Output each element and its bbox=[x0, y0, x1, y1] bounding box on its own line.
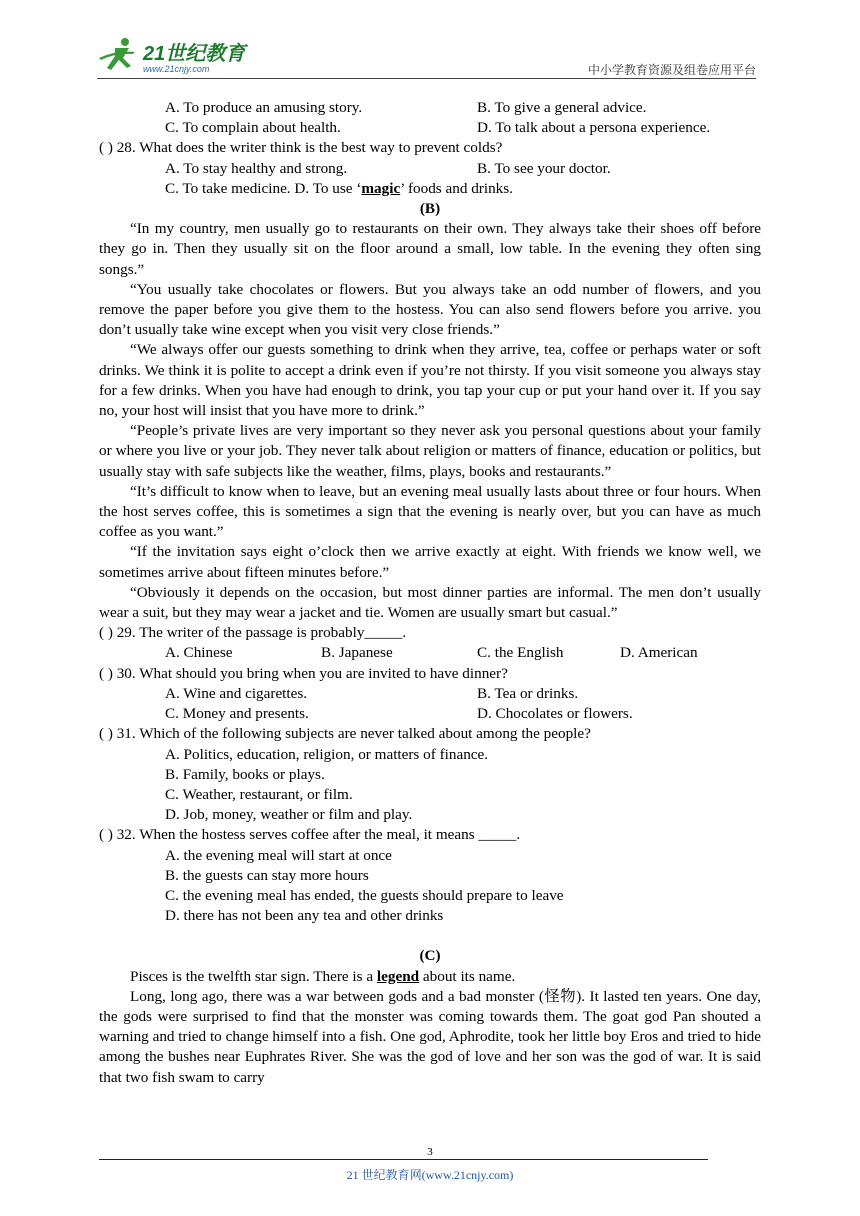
spacer bbox=[99, 926, 761, 946]
q27-options-row2 bbox=[99, 118, 761, 138]
q29-option-b: B. Japanese bbox=[321, 644, 393, 662]
section-b-para-5: “It’s difficult to know when to leave, but an evening meal usually lasts about three or four hours. When the host serves coffee, this is sometimes a sign that the evening is nearly over, but you can have as much coffee as you want.” bbox=[99, 482, 761, 541]
q27-option-a: A. To produce an amusing story. bbox=[165, 99, 363, 116]
q27-option-d: D. To talk about a persona experience. bbox=[477, 119, 711, 137]
section-b-title: (B) bbox=[419, 200, 441, 218]
section-b-para-1: “In my country, men usually go to restaurants on their own. They always take their shoes off before they go in. Then they usually sit on the floor around a small, low table. In the evening they often sing songs.” bbox=[99, 220, 761, 278]
document-body bbox=[99, 98, 761, 1088]
q29-option-d: D. American bbox=[620, 644, 698, 662]
site-logo bbox=[95, 36, 265, 76]
section-c-p1-pre: Pisces is the twelfth star sign. There is a bbox=[130, 967, 377, 985]
footer-site-link[interactable]: 21 世纪教育网(www.21cnjy.com) bbox=[346, 1168, 514, 1182]
section-c-title: (C) bbox=[419, 947, 441, 965]
q28-magic-word: magic bbox=[361, 179, 401, 197]
q28-option-cd-pre: C. To take medicine. D. To use ‘ bbox=[165, 179, 362, 197]
q31-option-d: D. Job, money, weather or film and play. bbox=[165, 806, 413, 824]
section-c-para-1 bbox=[99, 967, 761, 987]
section-b-para-4: “People’s private lives are very important so they never ask you personal questions about your family or where you live or your job. They never talk about religion or matters of finance, education or politics, but usually stay with safe subjects like the weather, films, plays, books and restaurants.” bbox=[99, 422, 761, 480]
q29-options bbox=[99, 643, 761, 663]
legend-word: legend bbox=[376, 967, 420, 985]
q27-option-c: C. To complain about health. bbox=[165, 119, 341, 137]
q31-option-b: B. Family, books or plays. bbox=[165, 765, 325, 783]
q32-option-d: D. there has not been any tea and other drinks bbox=[165, 907, 444, 925]
header-platform-text: 中小学教育资源及组卷应用平台 bbox=[587, 63, 756, 77]
section-c-para-2: Long, long ago, there was a war between gods and a bad monster (怪物). It lasted ten years. One day, the gods were surprised to find that the monster was coming towards them. The goat god Pan shouted a warning and tried to change himself into a fish. One god, Aphrodite, took her little boy Eros and tried to hide among the bushes near Euphrates River. She was the god of love and her son was the god of war. It is said that two fish swam to carry bbox=[99, 987, 761, 1086]
footer-divider bbox=[99, 1159, 708, 1160]
q27-options-row1 bbox=[99, 98, 761, 118]
section-b-para-7: “Obviously it depends on the occasion, but most dinner parties are informal. The men don’t usually wear a suit, but they may wear a jacket and tie. Women are usually smart but casual.” bbox=[99, 583, 761, 622]
section-b-para-3: “We always offer our guests something to drink when they arrive, tea, coffee or perhaps water or soft drinks. We think it is polite to accept a drink even if you’re not thirsty. If you visit someone you always stay for a few drinks. When you have had enough to drink, you tap your cup or put your hand over it. If you say no, your host will insist that you have more to drink.” bbox=[99, 341, 761, 420]
logo-url: www.21cnjy.com bbox=[143, 64, 210, 74]
q31-option-c: C. Weather, restaurant, or film. bbox=[165, 785, 353, 803]
q32-option-c: C. the evening meal has ended, the guests should prepare to leave bbox=[165, 886, 564, 904]
q28-options-row1 bbox=[99, 159, 761, 179]
q32-option-a: A. the evening meal will start at once bbox=[165, 846, 392, 864]
q29-stem: ( ) 29. The writer of the passage is probably_____. bbox=[99, 624, 407, 642]
page-header bbox=[0, 0, 860, 80]
q31-option-a: A. Politics, education, religion, or matters of finance. bbox=[165, 745, 489, 763]
q27-option-b: B. To give a general advice. bbox=[477, 99, 647, 116]
q30-option-d: D. Chocolates or flowers. bbox=[477, 705, 633, 723]
q29-option-a: A. Chinese bbox=[165, 644, 233, 662]
q32-option-b: B. the guests can stay more hours bbox=[165, 866, 369, 884]
q28-option-b: B. To see your doctor. bbox=[477, 159, 611, 177]
q30-options-row1 bbox=[99, 684, 761, 704]
q30-option-a: A. Wine and cigarettes. bbox=[165, 684, 308, 702]
q28-options-row2 bbox=[99, 179, 761, 199]
q30-options-row2 bbox=[99, 704, 761, 724]
section-b-para-6: “If the invitation says eight o’clock then we arrive exactly at eight. With friends we know well, we sometimes arrive about fifteen minutes before.” bbox=[99, 543, 761, 581]
q30-option-b: B. Tea or drinks. bbox=[477, 684, 579, 702]
page-number: 3 bbox=[427, 1146, 433, 1158]
section-c-p1-post: about its name. bbox=[419, 967, 516, 985]
q31-stem: ( ) 31. Which of the following subjects are never talked about among the people? bbox=[99, 725, 591, 743]
q28-option-a: A. To stay healthy and strong. bbox=[165, 159, 348, 177]
header-divider bbox=[97, 78, 756, 79]
section-b-para-2: “You usually take chocolates or flowers. But you always take an odd number of flowers, and you remove the paper before you give them to the hostess. You can also send flowers before you arrive. you don’t usually take wine except when you visit very close friends.” bbox=[99, 280, 761, 339]
q32-stem: ( ) 32. When the hostess serves coffee after the meal, it means _____. bbox=[99, 826, 521, 844]
q28-stem: ( ) 28. What does the writer think is the best way to prevent colds? bbox=[99, 139, 503, 157]
q29-option-c: C. the English bbox=[477, 644, 564, 662]
q28-option-cd-post: ’ foods and drinks. bbox=[400, 179, 513, 197]
q30-stem: ( ) 30. What should you bring when you are invited to have dinner? bbox=[99, 664, 508, 682]
logo-text: 21世纪教育 bbox=[143, 43, 246, 65]
q30-option-c: C. Money and presents. bbox=[165, 705, 309, 723]
